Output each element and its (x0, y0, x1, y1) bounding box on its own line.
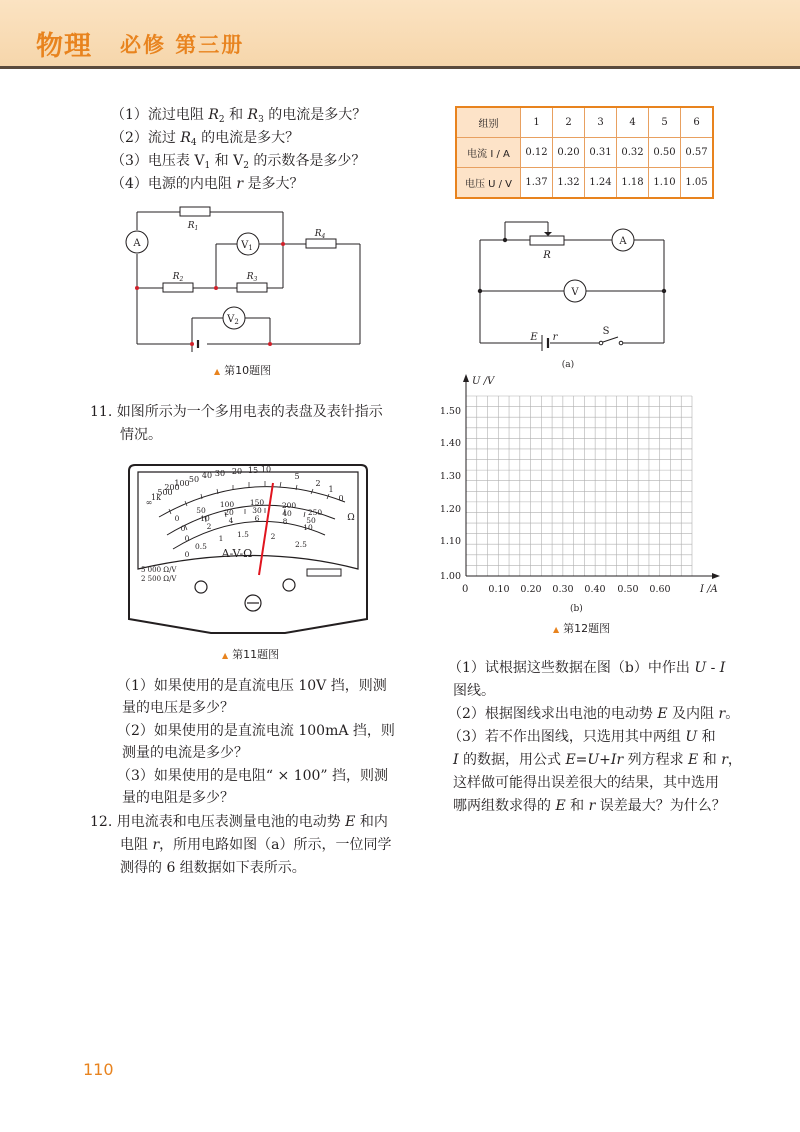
svg-text:2: 2 (315, 479, 321, 488)
q10-sub3: （3）电压表 $V_1$ 和 $V_2$ 的示数各是多少？ (111, 153, 366, 171)
q12-sub3-line2: I 的数据，用公式 E=U+Ir 列方程求 E 和 r， (453, 752, 742, 768)
rheostat-r (530, 236, 564, 245)
x-tick-label: 0.20 (520, 584, 542, 595)
table-header-cell: 电流 I / A (456, 138, 521, 168)
svg-text:30: 30 (252, 506, 262, 515)
svg-text:50: 50 (306, 516, 316, 525)
svg-text:200: 200 (281, 501, 297, 510)
page-number: 110 (83, 1060, 114, 1079)
svg-text:8: 8 (282, 517, 288, 526)
svg-text:0: 0 (338, 494, 344, 503)
svg-text:∞: ∞ (145, 498, 153, 507)
q10-sub1: （1）流过电阻 $R_2$ 和 $R_3$ 的电流是多大？ (111, 107, 367, 125)
svg-text:R1: $R_1$ (187, 221, 199, 232)
svg-text:30: 30 (214, 469, 226, 478)
svg-text:0: 0 (462, 584, 469, 595)
q12-sub1-line2: 图线。 (453, 683, 495, 699)
q12-sub2: （2）根据图线求出电池的电动势 E 及内阻 r。 (448, 706, 740, 722)
svg-text:6: 6 (254, 514, 260, 523)
book-subtitle: 必修 第三册 (120, 33, 245, 57)
svg-text:100: 100 (219, 500, 235, 509)
svg-text:2.5: 2.5 (295, 540, 307, 549)
svg-text:4: 4 (228, 516, 234, 525)
q11-sub1-line2: 量的电压是多少？ (122, 700, 234, 716)
q11-sub3-line1: （3）如果使用的是电阻“ × 100” 挡，则测 (117, 768, 389, 784)
table-header-cell: 组别 (456, 107, 521, 138)
svg-text:1.5: 1.5 (237, 530, 249, 539)
x-tick-label: 0.10 (488, 584, 510, 595)
table-row: 电流 I / A 0.12 0.20 0.31 0.32 0.50 0.57 (456, 138, 713, 168)
resistor-r4 (306, 239, 336, 248)
svg-text:r: r (552, 332, 558, 343)
q12-sub3-line4: 哪两组数求得的 E 和 r 误差最大？为什么？ (453, 798, 726, 814)
q12-stem-line1: 12. 用电流表和电压表测量电池的电动势 E 和内 (90, 814, 388, 830)
svg-text:S: S (602, 326, 610, 337)
y-tick-label: 1.30 (439, 471, 461, 482)
q12-sub3-line1: （3）若不作出图线，只选用其中两组 U 和 (448, 729, 716, 745)
svg-text:15: 15 (247, 466, 259, 475)
table-header-cell: 电压 U / V (456, 168, 521, 199)
svg-text:U /V: U /V (472, 376, 495, 387)
svg-text:Ω: Ω (347, 513, 355, 523)
circuit-nodes (135, 242, 285, 346)
svg-text:100: 100 (174, 479, 190, 488)
x-tick-label: 0.50 (617, 584, 639, 595)
svg-text:(a): (a) (561, 360, 575, 370)
svg-text:50: 50 (196, 506, 206, 515)
svg-text:200: 200 (164, 483, 180, 492)
svg-text:0.5: 0.5 (195, 542, 207, 551)
q11-stem-line2: 情况。 (120, 427, 162, 443)
q11-sub2-line1: （2）如果使用的是直流电流 100mA 挡，则 (117, 723, 395, 739)
x-tick-label: 0.40 (584, 584, 606, 595)
q10-sub4: （4）电源的内电阻 r 是多大？ (111, 176, 304, 192)
q10-sub2: （2）流过 $R_4$ 的电流是多大？ (111, 130, 300, 148)
svg-text:A: A (619, 236, 627, 247)
svg-text:1: 1 (328, 485, 334, 494)
svg-text:2: 2 (206, 522, 212, 531)
q11-stem-line1: 11. 如图所示为一个多用电表的表盘及表针指示 (90, 404, 383, 420)
svg-text:5: 5 (294, 472, 300, 481)
x-tick-label: 0.30 (552, 584, 574, 595)
figure-12-caption: ▲ 第12题图 (553, 622, 611, 635)
q12-stem-line2: 电阻 r，所用电路如图（a）所示，一位同学 (120, 837, 392, 853)
svg-text:250: 250 (307, 508, 323, 517)
svg-text:A: A (133, 238, 141, 249)
meter-label: A-V-Ω (221, 547, 253, 560)
svg-text:2 500 Ω/V: 2 500 Ω/V (141, 575, 177, 583)
multimeter-dial (125, 457, 371, 643)
table-row: 组别 1 2 3 4 5 6 (456, 107, 713, 138)
y-tick-label: 1.20 (439, 504, 461, 515)
y-tick-label: 1.00 (439, 571, 461, 582)
q11-sub2-line2: 测量的电流是多少？ (122, 745, 248, 761)
svg-text:10: 10 (260, 465, 272, 474)
resistor-r2 (163, 283, 193, 292)
q12-data-table (455, 106, 714, 199)
page-header (0, 0, 800, 69)
svg-text:1k: 1k (151, 493, 161, 502)
svg-text:20: 20 (231, 467, 243, 476)
svg-text:40: 40 (201, 471, 213, 480)
svg-text:R2: $R_2$ (172, 272, 184, 283)
svg-text:2: 2 (270, 532, 276, 541)
resistor-r1 (180, 207, 210, 216)
x-tick-label: 0.60 (649, 584, 671, 595)
q11-sub1-line1: （1）如果使用的是直流电压 10V 挡，则测 (117, 678, 387, 694)
y-tick-label: 1.50 (439, 406, 461, 417)
svg-text:V: V (571, 287, 579, 298)
svg-text:R: R (543, 250, 551, 261)
figure-10-caption: ▲ 第10题图 (214, 364, 272, 377)
y-tick-label: 1.10 (439, 536, 461, 547)
svg-text:I /A: I /A (700, 584, 718, 595)
q10-circuit-diagram (120, 200, 370, 355)
table-row: 电压 U / V 1.37 1.32 1.24 1.18 1.10 1.05 (456, 168, 713, 199)
svg-text:10: 10 (303, 523, 313, 532)
q12-sub3-line3: 这样做可能得出误差很大的结果，其中选用 (453, 775, 719, 791)
svg-text:0: 0 (174, 514, 180, 523)
q12-sub1-line1: （1）试根据这些数据在图（b）中作出 U - I (448, 660, 726, 676)
q12-circuit-diagram (470, 210, 680, 370)
svg-text:0: 0 (180, 524, 186, 533)
svg-text:500: 500 (157, 488, 173, 497)
svg-text:R4: $R_4$ (314, 229, 326, 240)
q11-sub3-line2: 量的电阻是多少？ (122, 790, 234, 806)
svg-text:150: 150 (249, 498, 265, 507)
q12-stem-line3: 测得的 6 组数据如下表所示。 (120, 860, 306, 876)
svg-text:R3: $R_3$ (246, 272, 258, 283)
svg-text:20: 20 (224, 508, 234, 517)
resistor-r3 (237, 283, 267, 292)
svg-text:40: 40 (282, 509, 292, 518)
book-title: 物理 (36, 31, 92, 62)
q12-ui-graph (430, 370, 730, 620)
svg-text:0: 0 (184, 550, 190, 559)
svg-text:10: 10 (200, 514, 210, 523)
y-tick-label: 1.40 (439, 438, 461, 449)
svg-text:5 000 Ω/V: 5 000 Ω/V (141, 566, 177, 574)
svg-text:0: 0 (184, 534, 190, 543)
svg-text:E: E (530, 332, 538, 343)
svg-text:V2: $V_2$ (227, 314, 239, 326)
svg-text:1: 1 (218, 534, 224, 543)
svg-text:(b): (b) (570, 604, 583, 614)
figure-11-caption: ▲ 第11题图 (222, 648, 280, 661)
svg-text:50: 50 (188, 475, 200, 484)
svg-text:V1: $V_1$ (241, 240, 253, 252)
